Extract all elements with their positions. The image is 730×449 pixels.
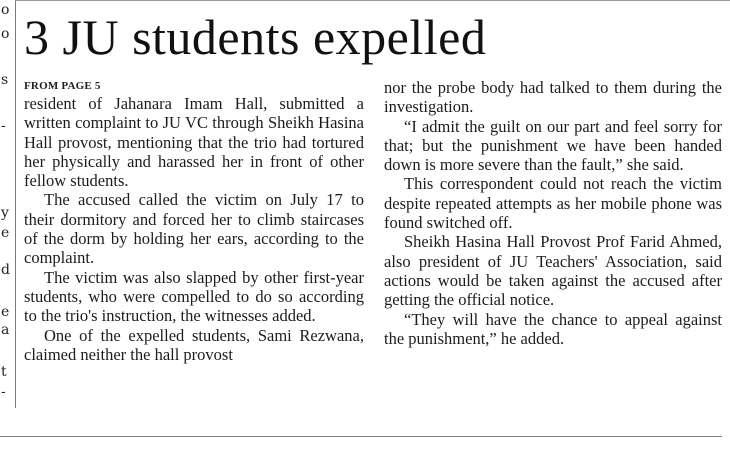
paragraph: “They will have the chance to appeal against the punishment,” he added. [384, 309, 722, 348]
fragment-letter: d [1, 262, 10, 278]
article-column-1 [24, 78, 364, 364]
fragment-letter: a [1, 322, 10, 338]
paragraph: nor the probe body had talked to them during the investigation. [384, 78, 722, 117]
fragment-letter: t [1, 364, 7, 380]
fragment-letter: e [1, 304, 10, 320]
fragment-letter: - [1, 118, 6, 134]
fragment-letter: o [1, 2, 10, 18]
paragraph: resident of Jahanara Imam Hall, submitted a written complaint to JU VC through Sheikh Hasina Hall provost, mentioning that the trio had tortured her physically and harassed her in front of other fellow students. [24, 94, 364, 191]
adjacent-article-fragments [0, 0, 14, 410]
fragment-letter: s [1, 72, 9, 88]
article-column-2 [384, 78, 722, 348]
paragraph: “I admit the guilt on our part and feel sorry for that; but the punishment we have been handed down is more severe than the fault,” she said. [384, 116, 722, 175]
fragment-letter: e [1, 225, 10, 241]
paragraph: Sheikh Hasina Hall Provost Prof Farid Ahmed, also president of JU Teachers' Association, said actions would be taken against the accused after getting the official notice. [384, 232, 722, 310]
paragraph: One of the expelled students, Sami Rezwana, claimed neither the hall provost [24, 325, 364, 364]
bottom-rule [0, 436, 722, 437]
paragraph: The accused called the victim on July 17 to their dormitory and forced her to climb staircases of the dorm by holding her ears, according to the complaint. [24, 190, 364, 268]
column-divider-vertical [15, 0, 16, 408]
paragraph: This correspondent could not reach the victim despite repeated attempts as her mobile phone was found switched off. [384, 174, 722, 233]
paragraph: The victim was also slapped by other first-year students, who were compelled to do so according to the trio's instruction, the witnesses added. [24, 267, 364, 326]
continued-from-label: FROM PAGE 5 [24, 80, 101, 92]
top-rule [15, 0, 730, 1]
fragment-letter: y [1, 205, 9, 221]
fragment-letter: - [1, 384, 6, 400]
article-headline: 3 JU students expelled [24, 9, 487, 65]
fragment-letter: o [1, 26, 10, 42]
